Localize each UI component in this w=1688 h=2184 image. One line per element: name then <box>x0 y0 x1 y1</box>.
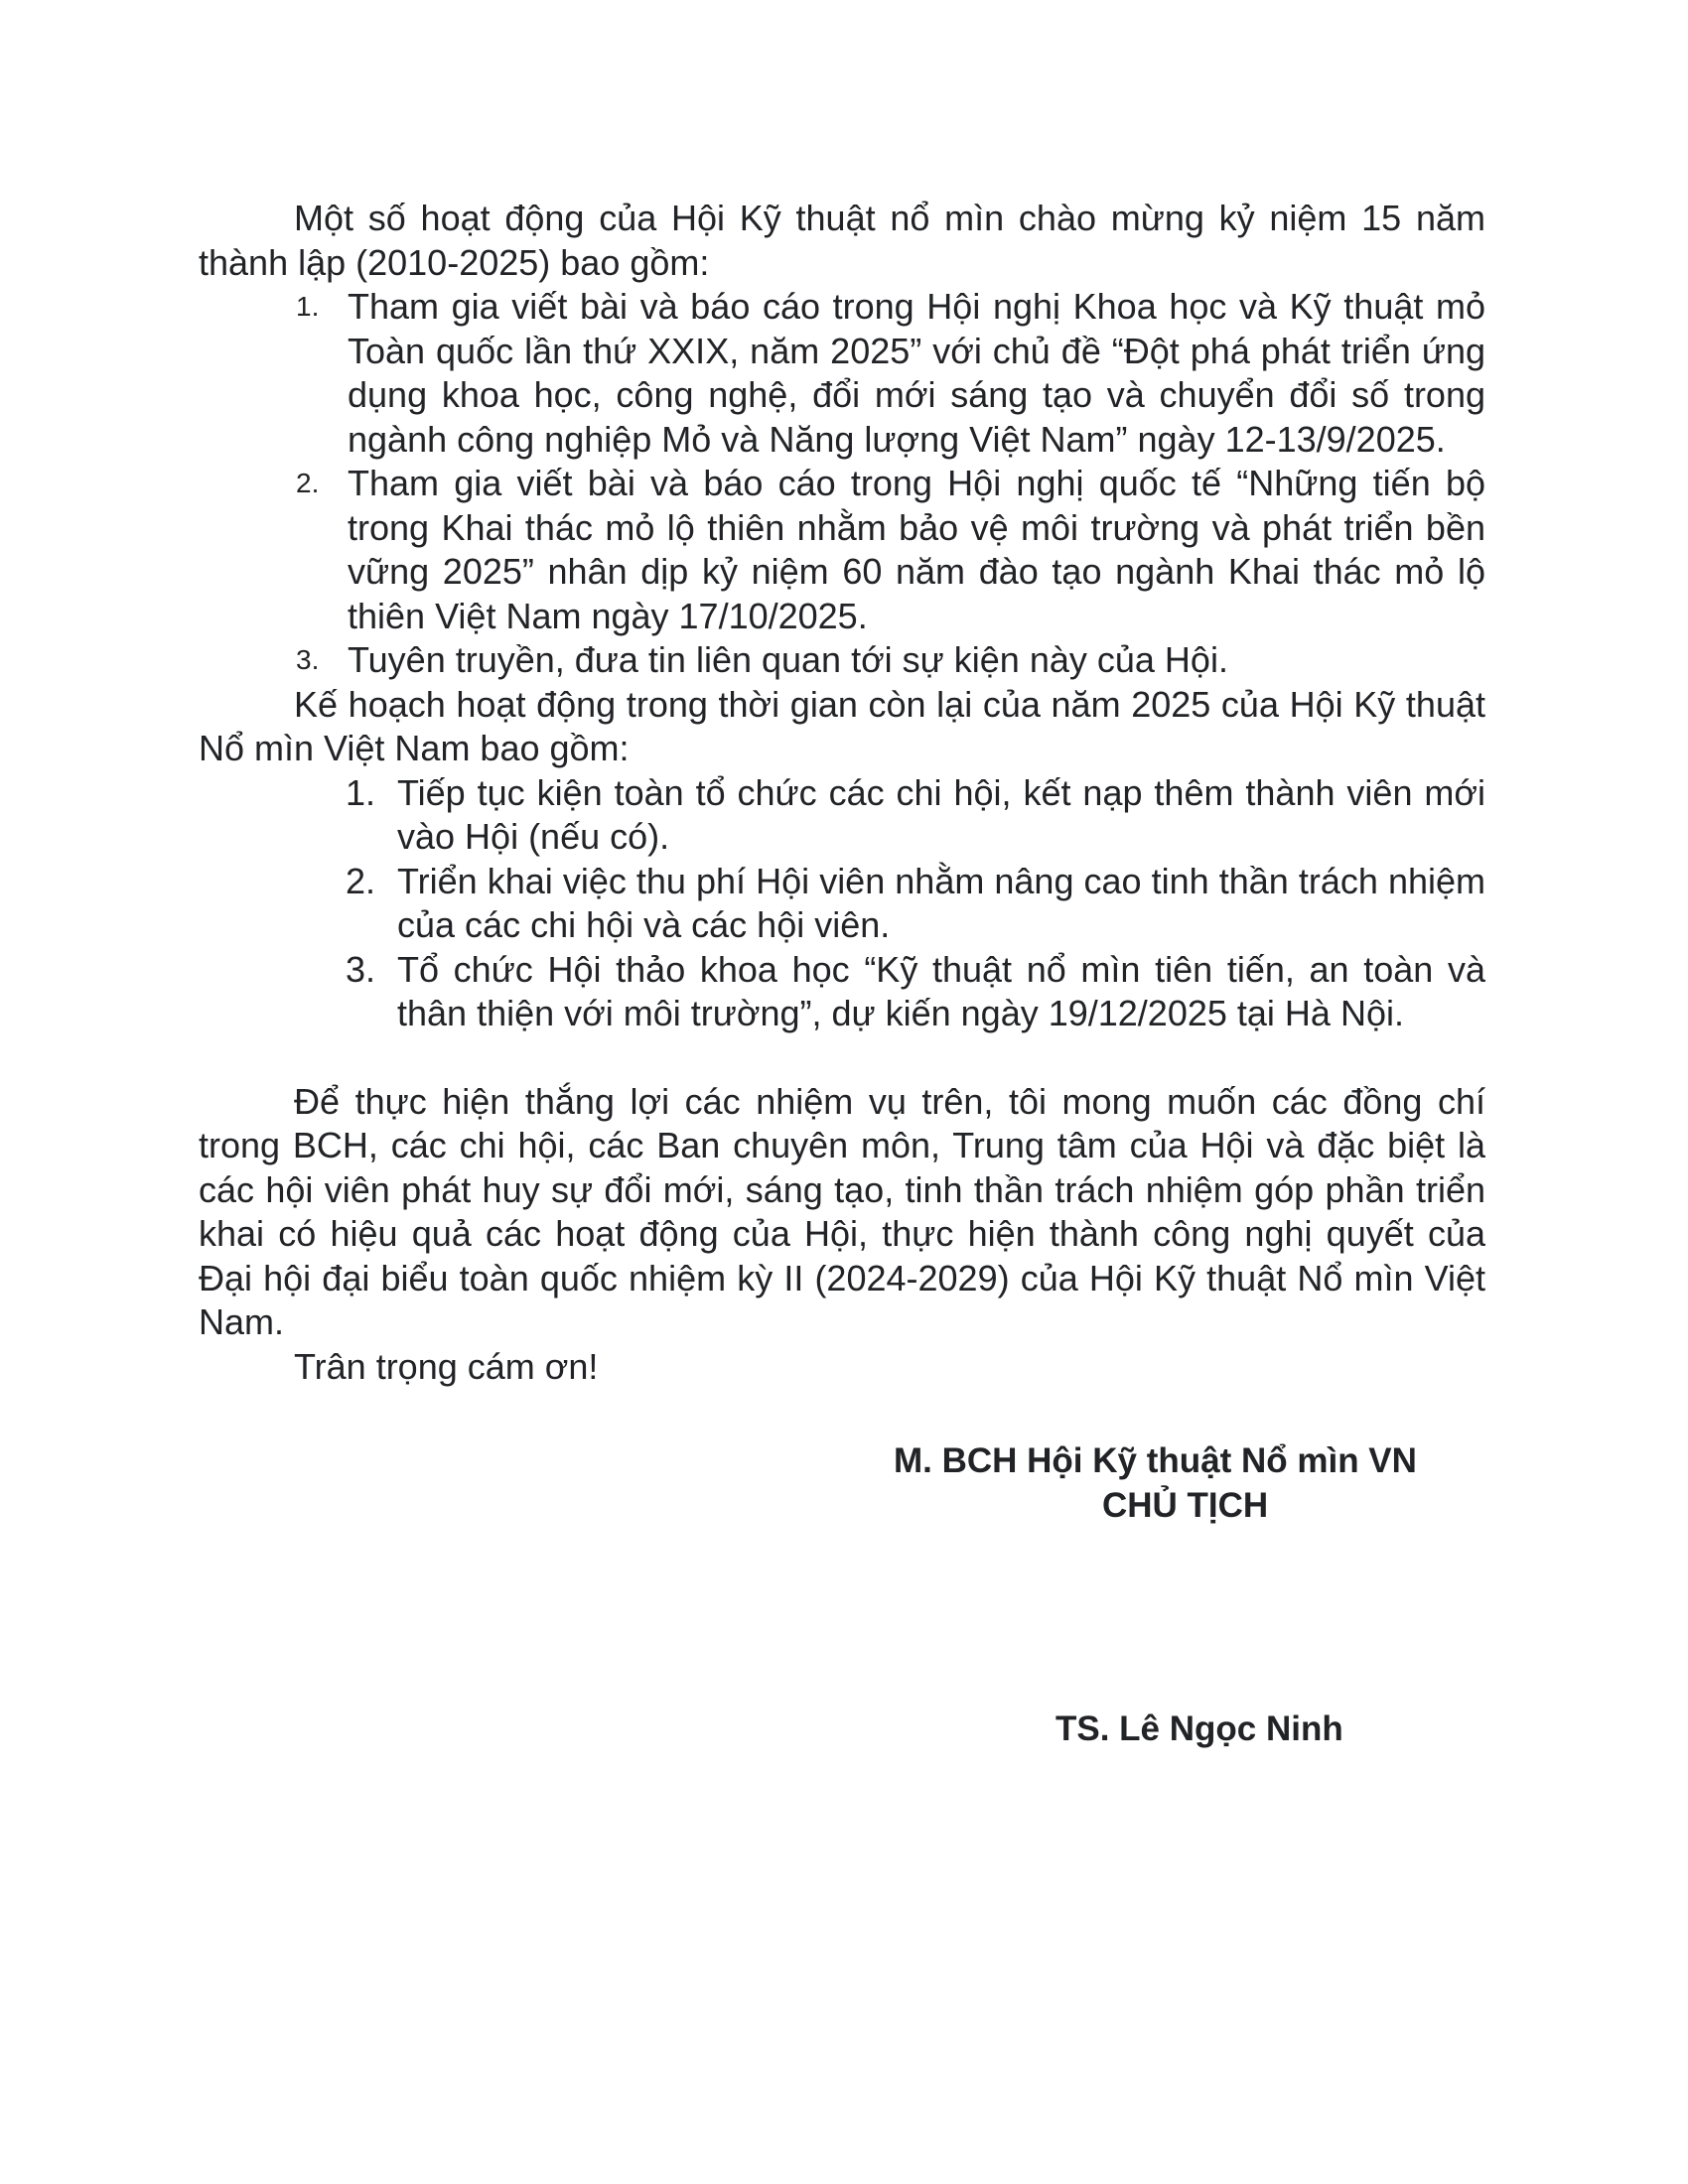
spacer <box>199 1036 1485 1080</box>
signature-org: M. BCH Hội Kỹ thuật Nổ mìn VN <box>894 1441 1417 1480</box>
list-number: 3. <box>346 948 376 990</box>
list-text: Tham gia viết bài và báo cáo trong Hội nghị Khoa học và Kỹ thuật mỏ Toàn quốc lần thứ XXIX, năm 2025” với chủ đề “Đột phá phát triển ứng dụng khoa học, công nghệ, đổi mới sáng tạo và chuyển đổi số trong ngành công nghiệp Mỏ và Năng lượng Việt Nam” ngày 12-13/9/2025. <box>348 286 1485 460</box>
list-text: Triển khai việc thu phí Hội viên nhằm nâng cao tinh thần trách nhiệm của các chi hội và các hội viên. <box>397 860 1485 945</box>
list-number: 2. <box>296 468 320 498</box>
list-item <box>199 285 1485 462</box>
list-item <box>199 462 1485 638</box>
intro-paragraph: Một số hoạt động của Hội Kỹ thuật nổ mìn chào mừng kỷ niệm 15 năm thành lập (2010-2025) bao gồm: <box>199 198 1485 283</box>
thanks-line: Trân trọng cám ơn! <box>294 1345 599 1387</box>
list-text: Tuyên truyền, đưa tin liên quan tới sự kiện này của Hội. <box>348 639 1228 680</box>
signature-name: TS. Lê Ngọc Ninh <box>1055 1709 1343 1748</box>
list-item <box>199 860 1485 948</box>
document-body <box>199 197 1485 1389</box>
list-number: 2. <box>346 860 376 901</box>
signature-title: CHỦ TỊCH <box>1102 1486 1269 1525</box>
list-text: Tổ chức Hội thảo khoa học “Kỹ thuật nổ mìn tiên tiến, an toàn và thân thiện với môi trường”, dự kiến ngày 19/12/2025 tại Hà Nội. <box>397 948 1485 1033</box>
list-number: 1. <box>346 771 376 813</box>
list-item <box>199 771 1485 860</box>
list-text: Tiếp tục kiện toàn tổ chức các chi hội, kết nạp thêm thành viên mới vào Hội (nếu có). <box>397 771 1485 857</box>
list-item <box>199 638 1485 683</box>
plan-intro-paragraph: Kế hoạch hoạt động trong thời gian còn lại của năm 2025 của Hội Kỹ thuật Nổ mìn Việt Nam bao gồm: <box>199 683 1485 768</box>
plans-list <box>199 771 1485 1036</box>
list-text: Tham gia viết bài và báo cáo trong Hội nghị quốc tế “Những tiến bộ trong Khai thác mỏ lộ thiên nhằm bảo vệ môi trường và phát triển bền vững 2025” nhân dịp kỷ niệm 60 năm đào tạo ngành Khai thác mỏ lộ thiên Việt Nam ngày 17/10/2025. <box>348 463 1485 636</box>
closing-paragraph: Để thực hiện thắng lợi các nhiệm vụ trên, tôi mong muốn các đồng chí trong BCH, các chi hội, các Ban chuyên môn, Trung tâm của Hội và đặc biệt là các hội viên phát huy sự đổi mới, sáng tạo, tinh thần trách nhiệm góp phần triển khai có hiệu quả các hoạt động của Hội, thực hiện thành công nghị quyết của Đại hội đại biểu toàn quốc nhiệm kỳ II (2024-2029) của Hội Kỹ thuật Nổ mìn Việt Nam. <box>199 1080 1485 1342</box>
list-number: 1. <box>296 291 320 322</box>
activities-list <box>199 285 1485 683</box>
list-item <box>199 948 1485 1036</box>
list-number: 3. <box>296 644 320 675</box>
